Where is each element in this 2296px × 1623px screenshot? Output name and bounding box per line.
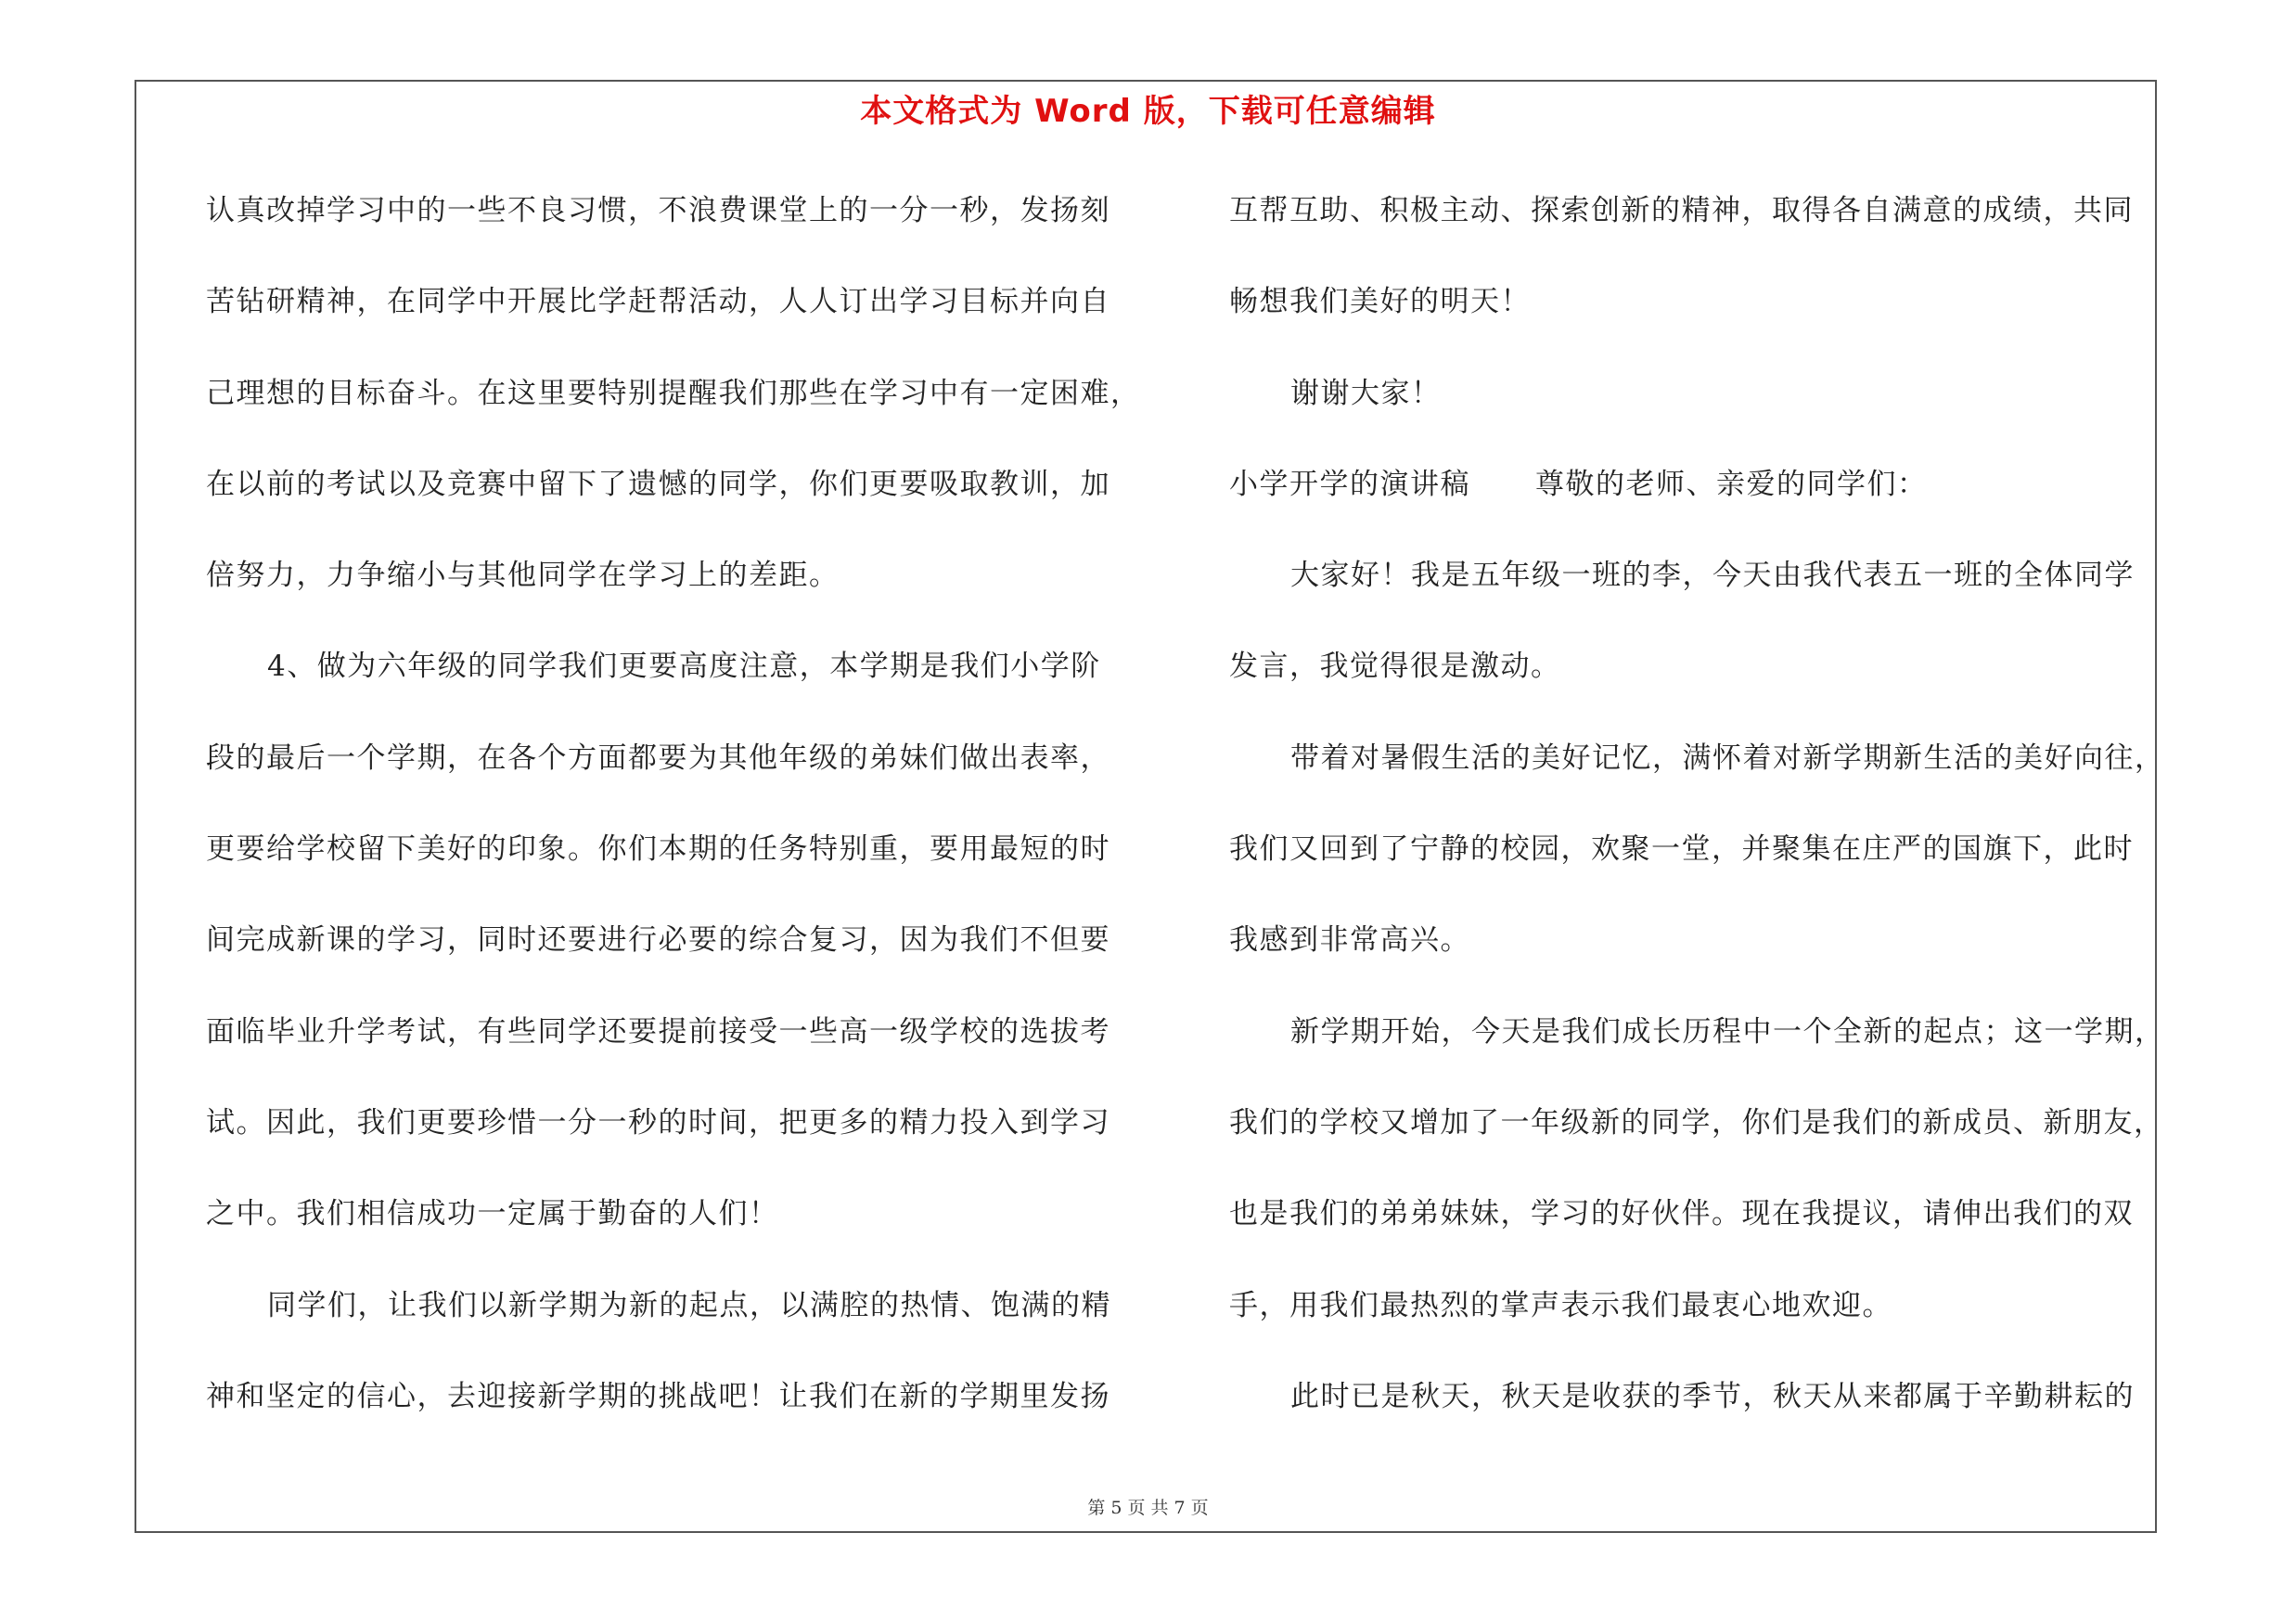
text-line: 认真改掉学习中的一些不良习惯，不浪费课堂上的一分一秒，发扬刻 (206, 194, 1110, 227)
left-column (206, 186, 1161, 1462)
right-column (1229, 186, 2165, 1462)
text-line: 也是我们的弟弟妹妹，学习的好伙伴。现在我提议，请伸出我们的双 (1229, 1197, 2134, 1231)
paragraph-start-line: 带着对暑假生活的美好记忆，满怀着对新学期新生活的美好向往， (1290, 741, 2165, 775)
text-line: 之中。我们相信成功一定属于勤奋的人们！ (206, 1197, 779, 1231)
paragraph-start-line: 4、做为六年级的同学我们更要高度注意，本学期是我们小学阶 (267, 650, 1101, 684)
paragraph-start-line: 同学们，让我们以新学期为新的起点，以满腔的热情、饱满的精 (267, 1288, 1111, 1322)
paragraph-start-line: 此时已是秋天，秋天是收获的季节，秋天从来都属于辛勤耕耘的 (1290, 1379, 2135, 1413)
text-line: 我们的学校又增加了一年级新的同学，你们是我们的新成员、新朋友， (1229, 1105, 2164, 1140)
text-line: 更要给学校留下美好的印象。你们本期的任务特别重，要用最短的时 (206, 832, 1110, 867)
text-line: 间完成新课的学习，同时还要进行必要的综合复习，因为我们不但要 (206, 923, 1110, 958)
text-line: 倍努力，力争缩小与其他同学在学习上的差距。 (206, 559, 840, 593)
text-line: 面临毕业升学考试，有些同学还要提前接受一些高一级学校的选拔考 (206, 1014, 1110, 1049)
speech-title: 小学开学的演讲稿 (1229, 467, 1470, 501)
text-line: 段的最后一个学期，在各个方面都要为其他年级的弟妹们做出表率， (206, 741, 1110, 775)
text-line: 互帮互助、积极主动、探索创新的精神，取得各自满意的成绩，共同 (1229, 194, 2134, 227)
paragraph-start-line: 谢谢大家！ (1290, 376, 1442, 410)
text-line: 我们又回到了宁静的校园，欢聚一堂，并聚集在庄严的国旗下，此时 (1229, 832, 2134, 867)
speech-greeting: 尊敬的老师、亲爱的同学们： (1535, 467, 1928, 501)
text-line: 神和坚定的信心，去迎接新学期的挑战吧！让我们在新的学期里发扬 (206, 1379, 1110, 1413)
paragraph-start-line: 新学期开始，今天是我们成长历程中一个全新的起点；这一学期， (1290, 1014, 2165, 1049)
text-line: 畅想我们美好的明天！ (1229, 285, 1531, 319)
text-line: 我感到非常高兴。 (1229, 923, 1470, 958)
text-line: 苦钻研精神，在同学中开展比学赶帮活动，人人订出学习目标并向自 (206, 285, 1110, 319)
header-banner: 本文格式为 Word 版，下载可任意编辑 (860, 93, 1436, 130)
text-line: 在以前的考试以及竞赛中留下了遗憾的同学，你们更要吸取教训，加 (206, 467, 1110, 501)
text-line: 试。因此，我们更要珍惜一分一秒的时间，把更多的精力投入到学习 (206, 1105, 1110, 1140)
paragraph-start-line: 大家好！我是五年级一班的李，今天由我代表五一班的全体同学 (1290, 559, 2135, 593)
text-line: 发言，我觉得很是激动。 (1229, 650, 1561, 684)
text-line: 手，用我们最热烈的掌声表示我们最衷心地欢迎。 (1229, 1288, 1892, 1322)
text-line: 己理想的目标奋斗。在这里要特别提醒我们那些在学习中有一定困难， (206, 376, 1141, 410)
page-number-footer: 第 5 页 共 7 页 (1087, 1498, 1209, 1518)
speech-title-line (1229, 459, 2157, 550)
